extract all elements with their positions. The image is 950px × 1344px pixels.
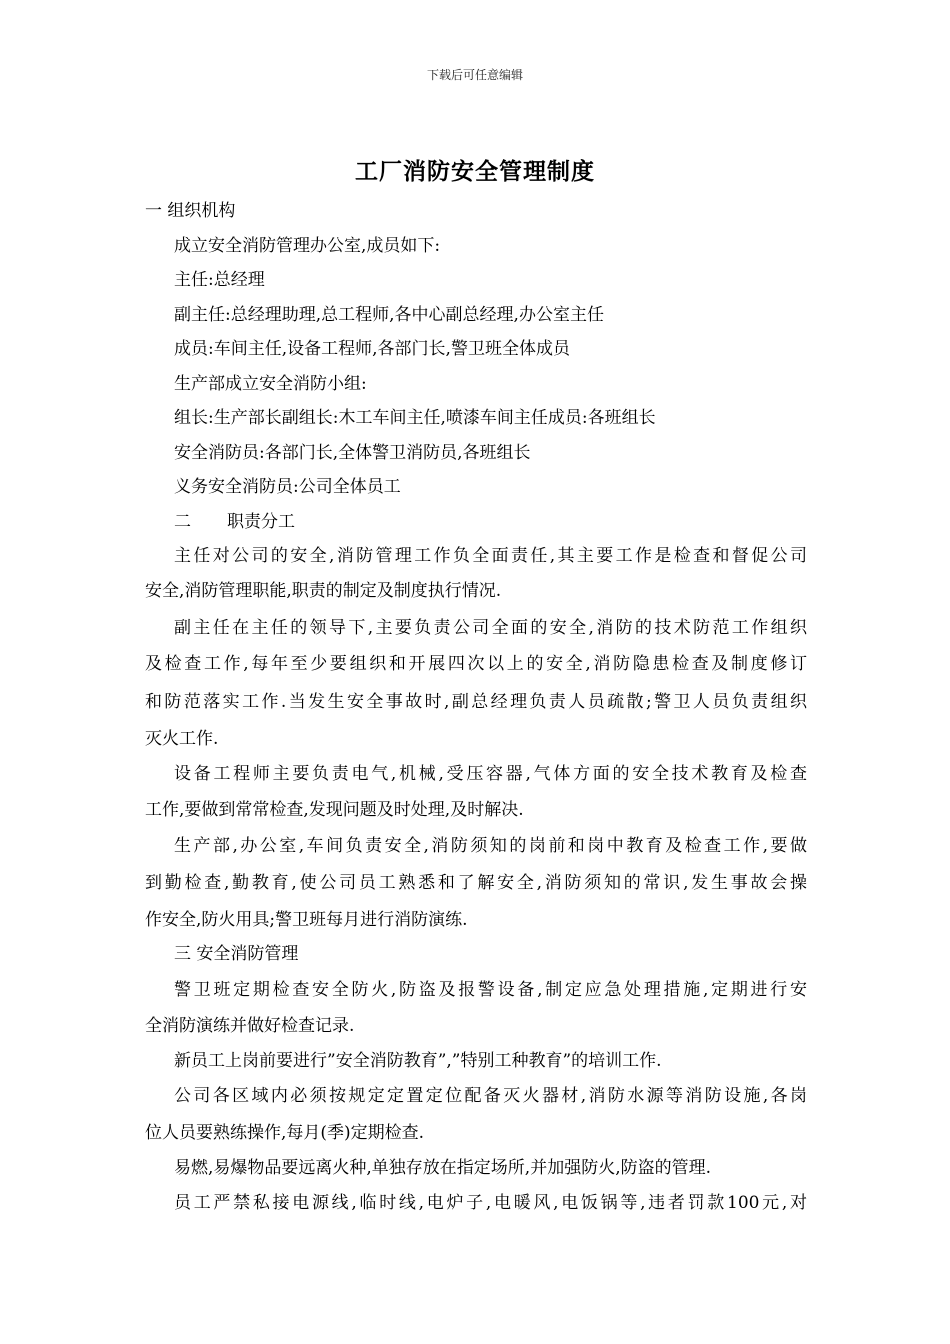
text-line: 和防范落实工作.当发生安全事故时,副总经理负责人员疏散;警卫人员负责组织 bbox=[145, 692, 807, 712]
text-line: 警卫班定期检查安全防火,防盗及报警设备,制定应急处理措施,定期进行安 bbox=[174, 980, 807, 1000]
section-heading-2 bbox=[174, 512, 295, 532]
section-heading-3: 三 安全消防管理 bbox=[174, 944, 299, 964]
text-line: 副主任在主任的领导下,主要负责公司全面的安全,消防的技术防范工作组织 bbox=[174, 618, 807, 638]
text-line: 安全消防员:各部门长,全体警卫消防员,各班组长 bbox=[174, 443, 531, 463]
page-header: 下载后可任意编辑 bbox=[426, 68, 523, 82]
text-line: 公司各区域内必须按规定定置定位配备灭火器材,消防水源等消防设施,各岗 bbox=[174, 1086, 807, 1106]
text-line: 义务安全消防员:公司全体员工 bbox=[174, 477, 401, 497]
text-line: 安全,消防管理职能,职责的制定及制度执行情况. bbox=[145, 581, 502, 601]
text-line: 组长:生产部长副组长:木工车间主任,喷漆车间主任成员:各班组长 bbox=[174, 408, 656, 428]
text-line: 到勤检查,勤教育,使公司员工熟悉和了解安全,消防须知的常识,发生事故会操 bbox=[145, 873, 807, 893]
text-line: 易燃,易爆物品要远离火种,单独存放在指定场所,并加强防火,防盗的管理. bbox=[174, 1158, 712, 1178]
text-line: 作安全,防火用具;警卫班每月进行消防演练. bbox=[145, 910, 468, 930]
text-line: 及检查工作,每年至少要组织和开展四次以上的安全,消防隐患检查及制度修订 bbox=[145, 654, 807, 674]
text-line: 主任:总经理 bbox=[174, 270, 265, 290]
section-heading-1: 一 组织机构 bbox=[145, 201, 236, 221]
text-line: 全消防演练并做好检查记录. bbox=[145, 1016, 355, 1036]
text-line: 设备工程师主要负责电气,机械,受压容器,气体方面的安全技术教育及检查 bbox=[174, 764, 807, 784]
document-title: 工厂消防安全管理制度 bbox=[355, 159, 595, 185]
text-line: 成立安全消防管理办公室,成员如下: bbox=[174, 236, 441, 256]
text-line: 主任对公司的安全,消防管理工作负全面责任,其主要工作是检查和督促公司 bbox=[174, 546, 807, 566]
text-line: 新员工上岗前要进行”安全消防教育”,”特别工种教育”的培训工作. bbox=[174, 1051, 662, 1071]
text-line: 成员:车间主任,设备工程师,各部门长,警卫班全体成员 bbox=[174, 339, 570, 359]
text-line: 员工严禁私接电源线,临时线,电炉子,电暖风,电饭锅等,违者罚款100元,对 bbox=[174, 1193, 807, 1213]
section-label: 职责分工 bbox=[227, 512, 295, 532]
text-line: 灭火工作. bbox=[145, 729, 219, 749]
text-line: 工作,要做到常常检查,发现问题及时处理,及时解决. bbox=[145, 800, 524, 820]
text-line: 位人员要熟练操作,每月(季)定期检查. bbox=[145, 1123, 425, 1143]
section-number: 二 bbox=[174, 512, 191, 532]
text-line: 副主任:总经理助理,总工程师,各中心副总经理,办公室主任 bbox=[174, 305, 604, 325]
text-line: 生产部成立安全消防小组: bbox=[174, 374, 367, 394]
text-line: 生产部,办公室,车间负责安全,消防须知的岗前和岗中教育及检查工作,要做 bbox=[174, 836, 807, 856]
